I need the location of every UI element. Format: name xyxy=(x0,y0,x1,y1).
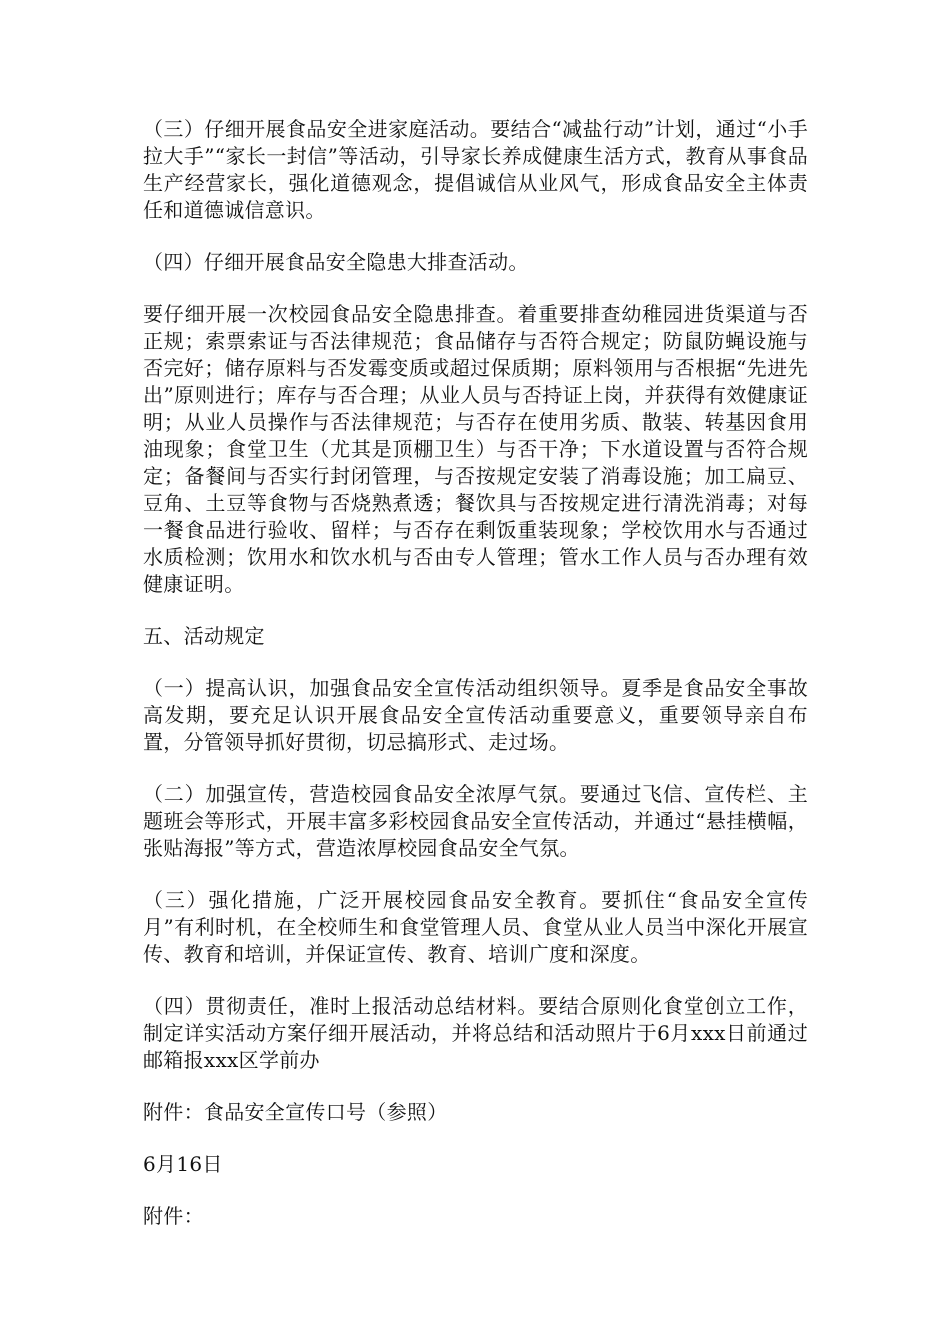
paragraph-hazard-check-heading: （四）仔细开展食品安全隐患大排查活动。 xyxy=(143,250,529,274)
paragraph-requirement-measures: （三）强化措施，广泛开展校园食品安全教育。要抓住“食品安全宣传月”有利时机，在全校师生和食堂管理人员、食堂从业人员当中深化开展宣传、教育和培训，并保证宣传、教育、培训广度和深度。 xyxy=(143,888,808,966)
section-heading-requirements: 五、活动规定 xyxy=(143,624,265,648)
attachment-label: 附件： xyxy=(143,1204,204,1228)
paragraph-requirement-responsibility: （四）贯彻责任，准时上报活动总结材料。要结合原则化食堂创立工作，制定详实活动方案仔细开展活动，并将总结和活动照片于6月xxx日前通过邮箱报xxx区学前办 xyxy=(143,994,808,1072)
paragraph-requirement-awareness: （一）提高认识，加强食品安全宣传活动组织领导。夏季是食品安全事故高发期，要充足认识开展食品安全宣传活动重要意义，重要领导亲自布置，分管领导抓好贯彻，切忌搞形式、走过场。 xyxy=(143,676,808,754)
document-date: 6月16日 xyxy=(143,1152,223,1176)
document-body xyxy=(143,116,808,1255)
paragraph-family-activity: （三）仔细开展食品安全进家庭活动。要结合“减盐行动”计划，通过“小手拉大手”“家长一封信”等活动，引导家长养成健康生活方式，教育从事食品生产经营家长，强化道德观念，提倡诚信从业风气，形成食品安全主体责任和道德诚信意识。 xyxy=(143,117,808,222)
paragraph-requirement-publicity: （二）加强宣传，营造校园食品安全浓厚气氛。要通过飞信、宣传栏、主题班会等形式，开展丰富多彩校园食品安全宣传活动，并通过“悬挂横幅，张贴海报”等方式，营造浓厚校园食品安全气氛。 xyxy=(143,782,808,860)
attachment-reference: 附件：食品安全宣传口号（参照） xyxy=(143,1100,448,1124)
paragraph-hazard-check-details: 要仔细开展一次校园食品安全隐患排查。着重要排查幼稚园进货渠道与否正规；索票索证与否法律规范；食品储存与否符合规定；防鼠防蝇设施与否完好；储存原料与否发霉变质或超过保质期；原料领用与否根据“先进先出”原则进行；库存与否合理；从业人员与否持证上岗，并获得有效健康证明；从业人员操作与否法律规范；与否存在使用劣质、散装、转基因食用油现象；食堂卫生（尤其是顶棚卫生）与否干净；下水道设置与否符合规定；备餐间与否实行封闭管理，与否按规定安装了消毒设施；加工扁豆、豆角、土豆等食物与否烧熟煮透；餐饮具与否按规定进行清洗消毒；对每一餐食品进行验收、留样；与否存在剩饭重装现象；学校饮用水与否通过水质检测；饮用水和饮水机与否由专人管理；管水工作人员与否办理有效健康证明。 xyxy=(143,302,808,596)
